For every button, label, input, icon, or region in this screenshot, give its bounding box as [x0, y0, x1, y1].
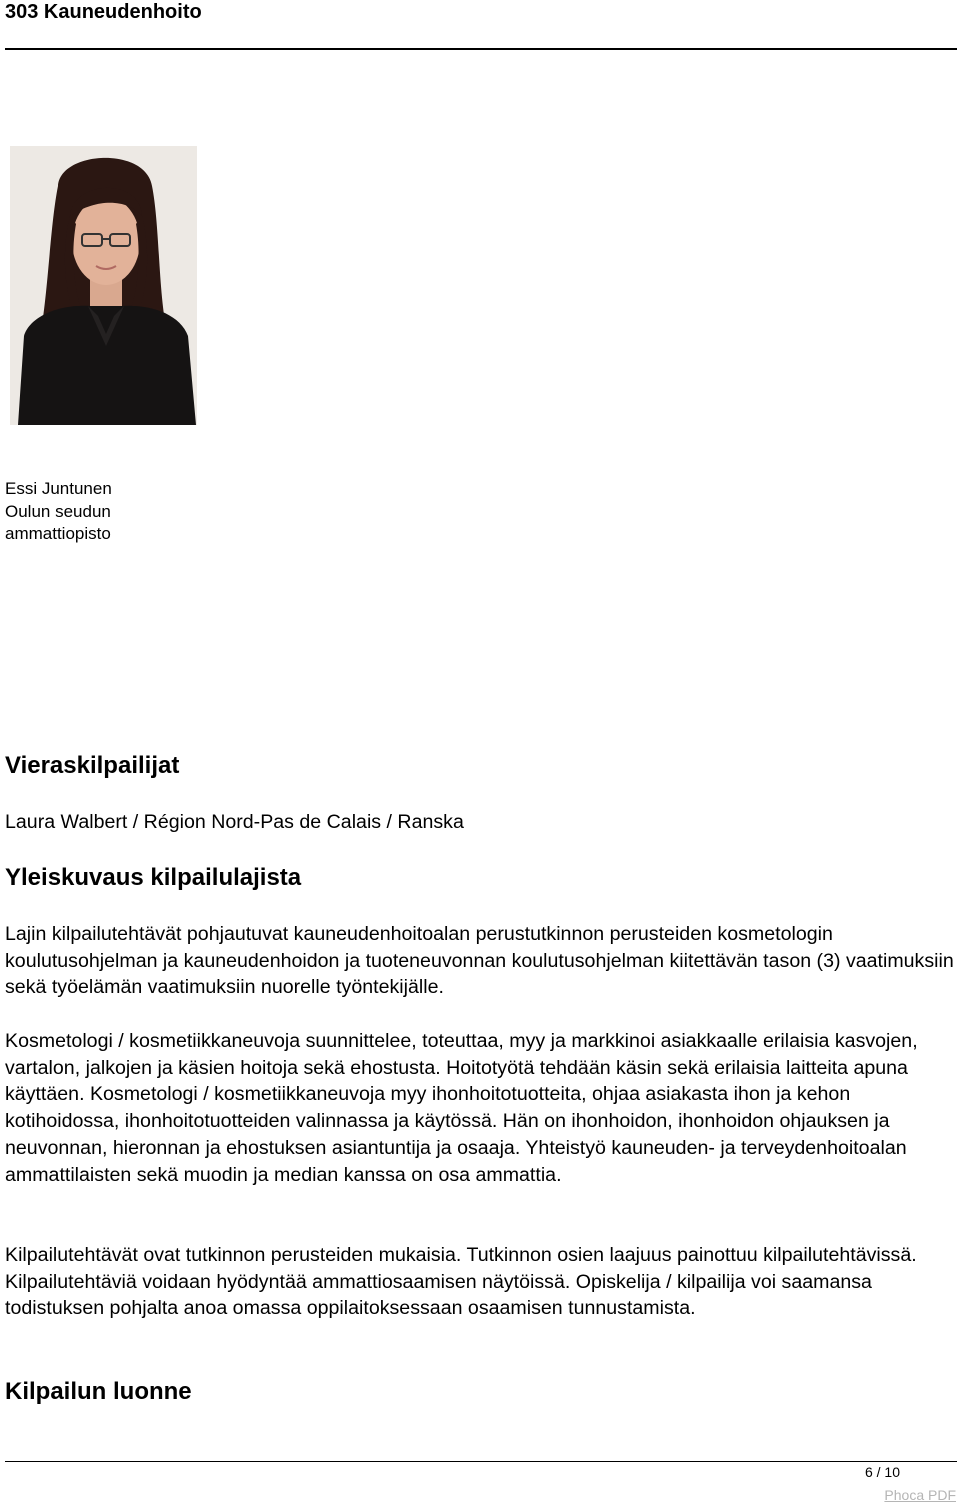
portrait-illustration — [10, 146, 197, 425]
paragraph-overview-2: Kosmetologi / kosmetiikkaneuvoja suunnittelee, toteuttaa, myy ja markkinoi asiakkaalle erilaisia kasvojen, vartalon, jalkojen ja käsien hoitoja sekä ehostusta. Hoitotyötä tehdään käsin sekä erilaisia laitteita apuna käyttäen. Kosmetologi / kosmetiikkaneuvoja myy ihonhoitotuotteita, ohjaa asiakasta ihon ja kehon kotihoidossa, ihonhoitotuotteiden valinnassa ja käytössä. Hän on ihonhoidon, ihonhoidon ohjauksen ja neuvonnan, hieronnan ja ehostuksen asiantuntija ja osaaja. Yhteistyö kauneuden- ja terveydenhoitoalan ammattilaisten sekä muodin ja median kanssa on osa ammattia. — [5, 1030, 918, 1186]
document-title: 303 Kauneudenhoito — [5, 1, 202, 23]
header-divider — [5, 48, 957, 50]
page-number: 6 / 10 — [864, 1464, 900, 1480]
heading-overview: Yleiskuvaus kilpailulajista — [5, 864, 302, 891]
photo-caption — [5, 478, 112, 546]
phoca-pdf-link[interactable]: Phoca PDF — [884, 1487, 956, 1503]
paragraph-overview-3: Kilpailutehtävät ovat tutkinnon perusteiden mukaisia. Tutkinnon osien laajuus painottuu kilpailutehtävissä. Kilpailutehtäviä voidaan hyödyntää ammattiosaamisen näytöissä. Opiskelija / kilpailija voi saamansa todistuksen pohjalta anoa omassa oppilaitoksessaan osaamisen tunnustamista. — [5, 1244, 917, 1320]
heading-competition-nature: Kilpailun luonne — [5, 1378, 192, 1405]
heading-guest-competitors: Vieraskilpailijat — [5, 752, 180, 779]
guest-competitor-line: Laura Walbert / Région Nord-Pas de Calais / Ranska — [5, 811, 464, 833]
paragraph-overview-1: Lajin kilpailutehtävät pohjautuvat kauneudenhoitoalan perustutkinnon perusteiden kosmetologin koulutusohjelman ja kauneudenhoidon ja tuoteneuvonnan koulutusohjelman kiitettävän tason (3) vaatimuksiin sekä työelämän vaatimuksiin nuorelle työntekijälle. — [5, 923, 954, 999]
caption-line-region: Oulun seudun — [5, 501, 111, 521]
portrait-photo — [10, 146, 197, 425]
caption-line-school: ammattiopisto — [5, 524, 111, 543]
footer-divider — [5, 1461, 957, 1462]
caption-line-name: Essi Juntunen — [5, 479, 112, 498]
